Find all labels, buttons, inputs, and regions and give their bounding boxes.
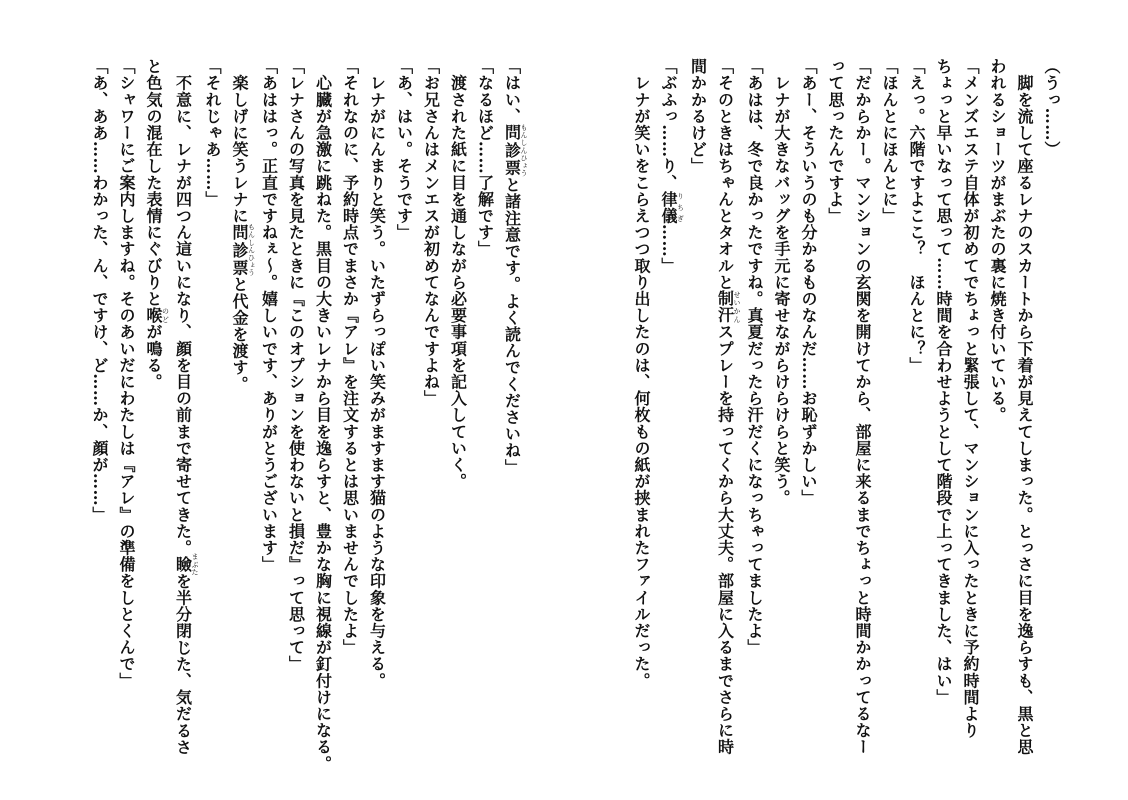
- text-line: と色気の混在した表情にぐびりと喉のどが鳴る。: [144, 58, 170, 391]
- text-line: 「あ、ああ……わかった、ん、ですけ、ど……か、顔が……」: [90, 58, 109, 523]
- text-block-right: [615, 58, 1065, 758]
- text-line: 「シャワーにご案内しますね。そのあいだにわたしは『アレ』の準備をしとくんで」: [117, 58, 136, 689]
- text-line: 「それじゃあ……」: [203, 58, 222, 208]
- furigana: 律儀りちぎ: [659, 190, 685, 225]
- text-line: 「お兄さんはメンエスが初めてなんですよね」: [421, 58, 441, 407]
- text-line: ちょっと早いなって思って……時間を合わせようとして階段で上ってきました、はい」: [934, 58, 953, 706]
- text-line: 「メンズエステ自体が初めてでちょっと緊張して、マンションに入ったときに予約時間より: [961, 58, 980, 739]
- text-line: 「あはは、冬で良かったですね。真夏だったら汗だくになっちゃってましたよ」: [745, 58, 764, 656]
- text-line: （うっ……）: [1042, 58, 1061, 158]
- text-line: 脚を流して座るレナのスカートから下着が見えてしまった。とっさに目を逸らすも、黒と思: [1015, 58, 1034, 756]
- furigana: 制汗せいかん: [715, 290, 741, 324]
- furigana: 瞼まぶた: [173, 553, 199, 576]
- text-line: 「だからかー。マンションの玄関を開けてから、部屋に来るまでちょっと時間かかってるなー: [853, 58, 872, 756]
- furigana: 問診票もんしんひょう: [502, 123, 528, 178]
- text-line: 楽しげに笑うレナに問診票もんしんひょうと代金を渡す。: [230, 58, 256, 393]
- text-line: 渡された紙に目を通しながら必要事項を記入していく。: [448, 58, 468, 490]
- text-line: 「あ、はい。そうです」: [394, 58, 414, 241]
- text-line: 「はい、問診票もんしんひょうと諸注意です。よく読んでくださいね」: [502, 58, 528, 476]
- furigana: 喉のど: [144, 307, 170, 324]
- text-line: 「それなのに、予約時点でまさか『アレ』を注文するとは思いませんでしたよ」: [340, 58, 360, 656]
- text-line: 「あー、そういうのも分かるものなんだ……お恥ずかしい」: [799, 58, 818, 507]
- text-line: 「レナさんの写真を見たときに『このオプションを使わないと損だ』って思って」: [286, 58, 306, 673]
- text-line: 「ぶふっ……り、律儀りちぎ……」: [659, 58, 685, 274]
- text-line: 不意に、レナが四つん這いになり、顔を目の前まで寄せてきた。瞼まぶたを半分閉じた、気だるさ: [173, 58, 199, 756]
- text-line: 心臓が急激に跳ねた。黒目の大きいレナから目を逸らすと、豊かな胸に視線が釘付けになる。: [313, 58, 333, 772]
- text-line: 「えっ。六階ですよここ？ ほんとに？」: [907, 58, 926, 374]
- furigana: 問診票もんしんひょう: [230, 223, 256, 277]
- text-line: 「そのときはちゃんとタオルと制汗せいかんスプレーを持ってくから大丈夫。部屋に入るまでさらに時: [715, 58, 741, 756]
- text-block-left: [68, 58, 528, 772]
- text-line: レナが笑いをこらえつつ取り出したのは、何枚もの紙が挟まれたファイルだった。: [632, 58, 651, 689]
- text-line: 「なるほど……了解です」: [475, 58, 495, 258]
- text-line: って思ったんですよ」: [826, 58, 845, 224]
- text-line: われるショーツがまぶたの裏に焼き付いている。: [988, 58, 1007, 424]
- text-line: レナがにんまりと笑う。いたずらっぽい笑みがますます猫のような印象を与える。: [367, 58, 387, 689]
- text-line: 「あははっ。正直ですねぇ～。嬉しいです、ありがとうございます」: [259, 58, 279, 573]
- text-line: レナが大きなバッグを手元に寄せながらけらけらと笑う。: [772, 58, 791, 507]
- text-line: 間かかるけど」: [688, 58, 708, 175]
- text-line: 「ほんとにほんとに」: [880, 58, 899, 224]
